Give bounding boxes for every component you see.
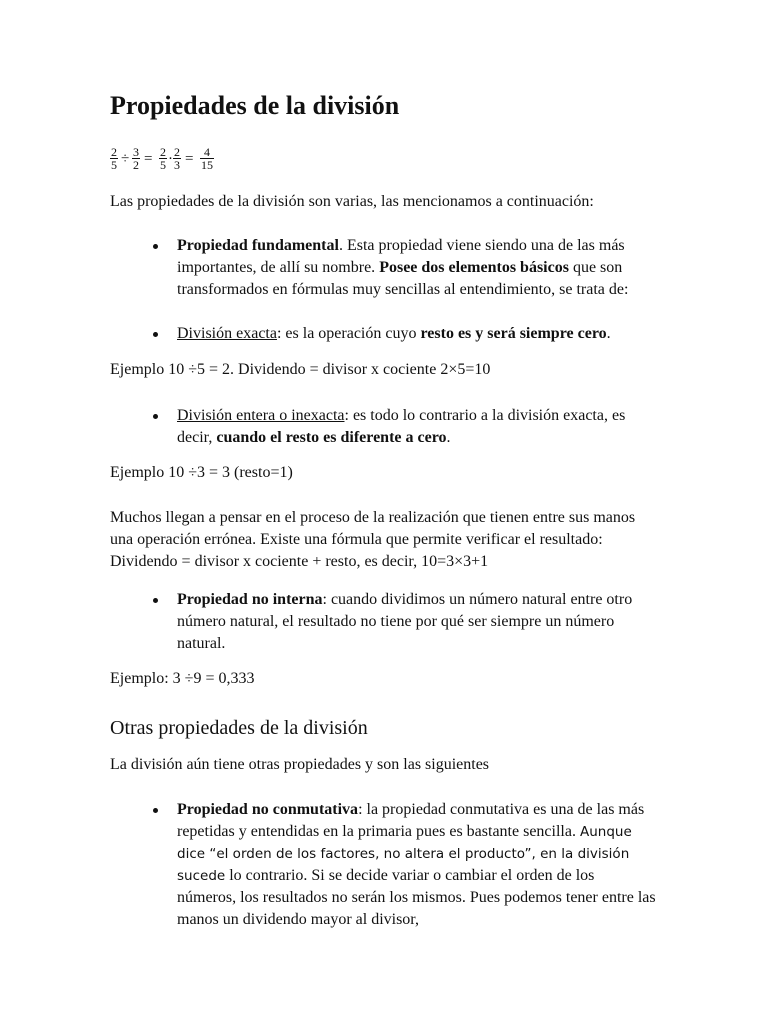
bold-term: resto es y será siempre cero <box>420 325 607 342</box>
example-3: Ejemplo: 3 ÷9 = 0,333 <box>110 670 255 687</box>
item-text: que son transformados en fórmulas muy sencillas al entendimiento, se trata de: <box>177 259 629 298</box>
intro-paragraph: Las propiedades de la división son varias, las mencionamos a continuación: <box>110 193 594 210</box>
bold-term: Propiedad fundamental <box>177 237 339 254</box>
list-item-division-exacta <box>177 323 657 345</box>
underlined-term: División exacta <box>177 325 277 342</box>
fraction-4-numerator: 2 <box>174 145 180 159</box>
fraction-3-denominator: 5 <box>160 158 166 172</box>
otras-paragraph: La división aún tiene otras propiedades y son las siguientes <box>110 756 490 773</box>
bold-term: Propiedad no interna <box>177 591 323 608</box>
list-item-propiedad-fundamental <box>177 235 657 301</box>
bullet-icon <box>153 244 158 249</box>
example-1: Ejemplo 10 ÷5 = 2. Dividendo = divisor x cociente 2×5=10 <box>110 361 491 378</box>
item-text: : la propiedad conmutativa es una de las más repetidas y entendidas en la primaria pues es bastante sencilla. <box>177 801 645 840</box>
muchos-paragraph: Muchos llegan a pensar en el proceso de la realización que tienen entre sus manos una operación errónea. Existe una fórmula que permite verificar el resultado: Dividendo = divisor x cociente + resto, es decir, 10=3×3+1 <box>110 509 636 570</box>
fraction-2 <box>132 146 140 171</box>
example-2: Ejemplo 10 ÷3 = 3 (resto=1) <box>110 464 293 481</box>
fraction-1-numerator: 2 <box>111 145 117 159</box>
item-text: lo contrario. Si se decide variar o cambiar el orden de los números, los resultados no serán los mismos. Pues podemos tener entre las manos un dividendo mayor al divisor, <box>177 867 656 928</box>
fraction-4-denominator: 3 <box>174 158 180 172</box>
fraction-3-numerator: 2 <box>160 145 166 159</box>
bullet-icon <box>153 808 158 813</box>
fraction-2-denominator: 2 <box>133 158 139 172</box>
bullet-icon <box>153 598 158 603</box>
fraction-2-numerator: 3 <box>133 145 139 159</box>
bold-term: cuando el resto es diferente a cero <box>216 429 447 446</box>
equals-sign-1: = <box>144 151 153 167</box>
fraction-5 <box>200 146 214 171</box>
bullet-icon <box>153 332 158 337</box>
item-text: : cuando dividimos un número natural entre otro número natural, el resultado no tiene por qué ser siempre un número natural. <box>177 591 633 652</box>
list-item-propiedad-no-conmutativa <box>177 799 657 931</box>
fraction-4 <box>173 146 181 171</box>
item-text: : es la operación cuyo <box>276 325 421 342</box>
multiply-dot: · <box>168 151 173 167</box>
bold-term: Propiedad no conmutativa <box>177 801 359 818</box>
underlined-term: División entera o inexacta <box>177 407 345 424</box>
fraction-5-numerator: 4 <box>200 146 214 159</box>
fraction-3 <box>159 146 167 171</box>
bullet-icon <box>153 414 158 419</box>
item-text: : es todo lo contrario a la división exacta, es decir, <box>177 407 626 446</box>
list-item-propiedad-no-interna <box>177 589 657 655</box>
page-title: Propiedades de la división <box>110 91 400 120</box>
quoted-text: Aunque dice “el orden de los factores, no altera el producto”, en la división sucede <box>177 824 632 884</box>
item-text: . Esta propiedad viene siendo una de las más importantes, de allí su nombre. <box>177 237 625 276</box>
fraction-1-denominator: 5 <box>111 158 117 172</box>
item-text: . <box>446 429 451 446</box>
bold-term: Posee dos elementos básicos <box>379 259 569 276</box>
item-text: . <box>606 325 611 342</box>
section-heading: Otras propiedades de la división <box>110 717 368 739</box>
list-item-division-entera <box>177 405 657 449</box>
equals-sign-2: = <box>185 151 194 167</box>
fraction-5-denominator: 15 <box>201 158 213 172</box>
divide-sign: ÷ <box>121 151 130 167</box>
fraction-1 <box>110 146 118 171</box>
